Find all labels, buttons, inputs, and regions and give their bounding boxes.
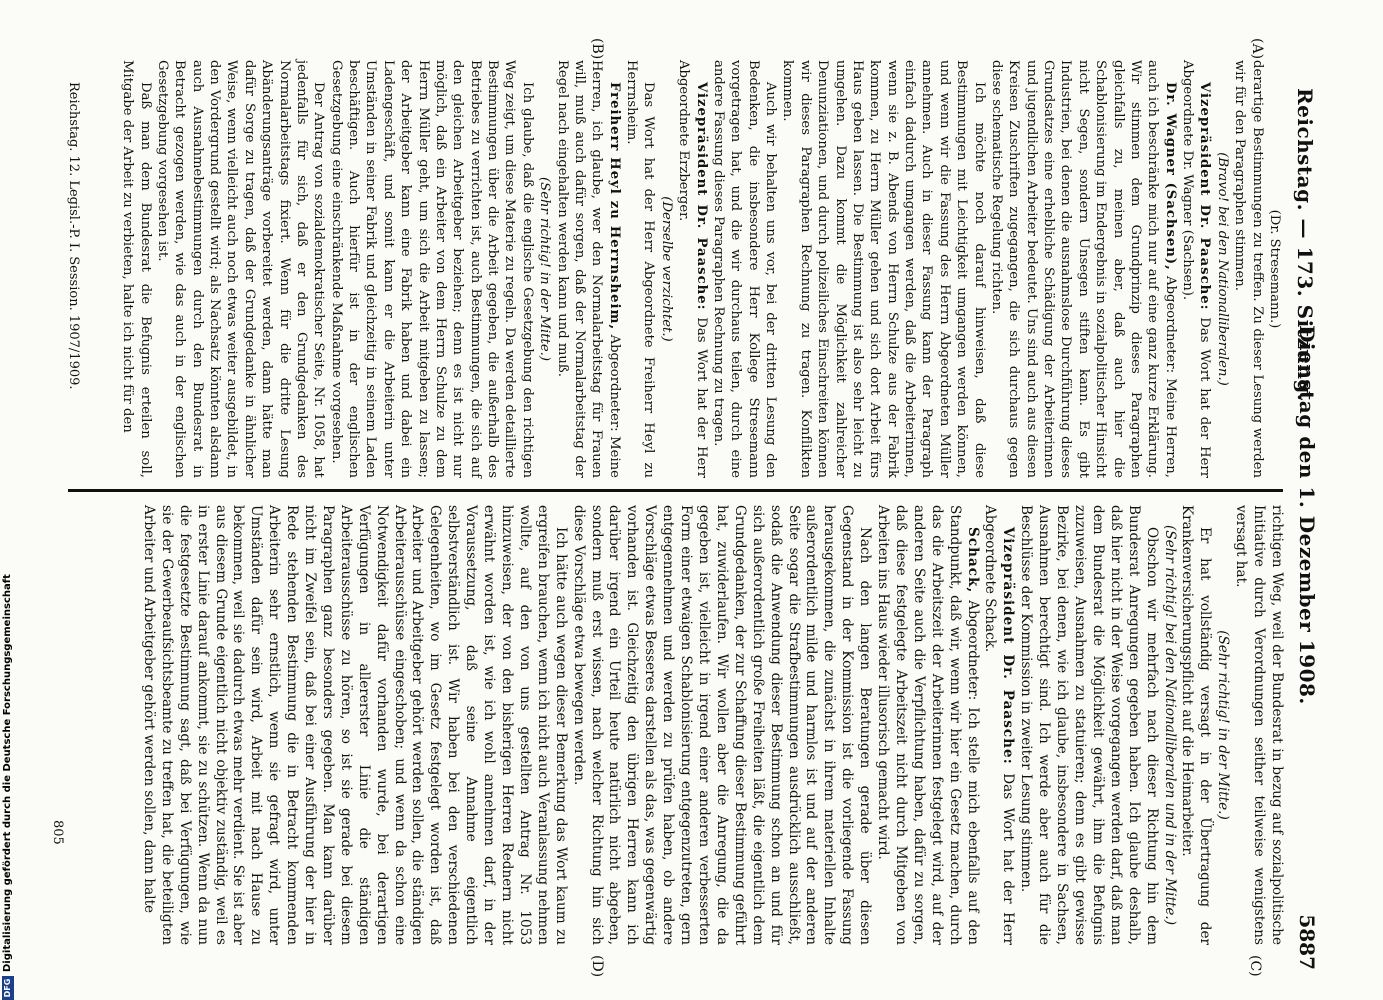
speaker-name: Freiherr Heyl zu Herrnsheim,	[606, 82, 622, 331]
speaker-name: Schack,	[964, 527, 981, 594]
paragraph: Obschon wir mehrfach nach dieser Richtung hin dem Bundesrat Anregungen gegeben haben. Ich glaube deshalb, daß hier nicht in der Weise vorgegangen werden darf, daß man dem Bundesrat die Möglichkeit gewährt, ihm die Befugnis zuzuweisen, Ausnahmen zu statuieren; denn es gibt gewisse Bezirke, bei denen, wie ich glaube, insbesondere in Sachsen, Ausnahmen berechtigt sind. Ich werde aber auch für die Beschlüsse der Kommission in zweiter Lesung stimmen.	[1018, 505, 1160, 945]
margin-marker-a: (A)	[1249, 38, 1265, 60]
paragraph: richtigen Weg, weil der Bundesrat in bezug auf sozialpolitische Initiative durch Verordnungen seither teilweise wenigstens versagt hat.	[1233, 505, 1285, 945]
paragraph: Der Antrag von sozialdemokratischer Seite, Nr. 1058, hat jedenfalls für sich, daß er den Grundgedanken des Normalarbeitstags fixiert. Wenn für die dritte Lesung Abänderungsanträge vorbereitet werden, dann hätte man dafür Sorge zu tragen, daß der Grundgedanke in ähnlicher Weise, wenn vielleicht auch noch etwas weiter ausgebildet, in den Vordergrund gestellt wird; als Nachsatz könnten alsdann auch Ausnahmebestimmungen durch den Bundesrat in Betracht gezogen werden, wie das auch in der englischen Gesetzgebung vorgesehen ist.	[155, 60, 327, 478]
speaker-paragraph	[553, 60, 623, 478]
paragraph: Daß man dem Bundesrat die Befugnis erteilen soll, Mitgabe der Arbeit zu verbieten, halte ich nicht für den	[120, 60, 153, 478]
paragraph: Ich möchte noch darauf hinweisen, daß diese Bestimmungen mit Leichtigkeit umgangen werden können, und wenn wir die Fassung des Herrn Abgeordneten Müller annehmen. Auch in dieser Fassung kann der Paragraph einfach dadurch umgangen werden, daß die Arbeiterinnen, wenn sie z. B. Abends von Herrn Schulze aus der Fabrik kommen, zu Herrn Müller gehen und sich dort Arbeit fürs Haus geben lassen. Die Bestimmung ist also sehr leicht zu umgehen. Dazu kommt die Möglichkeit zahlreicher Denunziationen, und durch polizeiliches Einschreiten können wir dieses Paragraphen Rechnung zu tragen. Konflikten kommen.	[780, 60, 987, 478]
page-header	[1289, 60, 1321, 970]
page-number: 5887	[1295, 914, 1319, 970]
speaker-name: Dr. Wagner (Sachsen),	[1162, 82, 1178, 271]
running-speaker-note: (Dr. Stresemann.)	[1267, 209, 1282, 329]
speaker-text: Abgeordneter: Meine Herren, ich glaube, wer den Normalarbeitstag für Frauen will, muß auch dafür sorgen, daß der Normalarbeitstag der Regel nach eingehalten werden kann und muß.	[554, 60, 622, 478]
dfg-logo: DFG	[2, 976, 14, 1000]
interjection: (Bravo! bei den Nationalliberalen.)	[1214, 152, 1230, 386]
interjection: (Sehr richtig! bei den Nationalliberalen und in der Mitte.)	[1161, 524, 1178, 926]
speaker-text: Abgeordneter: Ich stelle mich ebenfalls auf den Standpunkt, daß wir, wenn wir hier ein Gesetz machen, durch das die Arbeitszeit der Arbeiterinnen festgelegt wird, auf der anderen Seite auch die Verpflichtung haben, dafür zu sorgen, daß diese festgelegte Arbeitszeit nicht durch Mitgeben von Arbeiten ins Haus wieder illusorisch gemacht wird.	[875, 505, 981, 945]
speaker-paragraph	[1179, 60, 1214, 478]
paragraph: Ich glaube, daß die englische Gesetzgebung den richtigen Weg zeigt, um diese Materie zu regeln. Da werden detaillierte Bestimmungen über die Arbeit gegeben, die außerhalb des Betriebes zu verrichten ist, auch Bestimmungen, die sich auf den gleichen Arbeitgeber beziehen; denn es ist nicht nur möglich, daß ein Arbeiter von dem Herrn Schulze zu dem Herrn Müller geht, um sich die Arbeit mitgeben zu lassen; der Arbeitgeber kann eine Fabrik haben und dabei ein Ladengeschäft, und somit kann er die Arbeiterin unter Umständen in seiner Fabrik und gleichzeitig in seinem Laden beschäftigen. Auch hierfür ist in der englischen Gesetzgebung eine einschränkende Maßnahme vorgesehen.	[328, 60, 535, 478]
digitization-credit: Digitalisierung gefördert durch die Deutsche Forschungsgemeinschaft	[2, 574, 13, 972]
speaker-name: Vizepräsident Dr. Paasche:	[693, 82, 709, 311]
speaker-text: Das Wort hat der Herr Abgeordnete Dr. Wagner (Sachsen).	[1180, 60, 1213, 478]
right-column	[139, 505, 1285, 945]
interjection: (Sehr richtig! in der Mitte.)	[1215, 630, 1232, 820]
footer-citation: Reichstag. 12. Legisl.-P. I. Session. 1907/1909.	[66, 82, 81, 390]
margin-marker-d: (D)	[589, 955, 605, 978]
footer-folio: 805	[50, 820, 65, 845]
paragraph: Nach den langen Beratungen gerade über diesen Gegenstand in der Kommission ist die vorliegende Fassung herausgekommen, die zunächst in ihrem materiellen Inhalte außerordentlich milde und harmlos ist und auf der anderen Seite sogar die Strafbestimmungen ausdrücklich ausschließt, sodaß die Anwendung dieser Bestimmung schon an und für sich außerordentlich große Freiheiten läßt, die eigentlich dem Grundgedanken, der zur Schaffung dieser Bestimmung geführt hat, zuwiderlaufen. Wir wollen aber die Anregung, die da gegeben ist, vielleicht in irgend einer anderen verbesserten Form einer etwaigen Schablonisierung entgegenzutreten, gern entgegennehmen und werden zu prüfen haben, ob andere Vorschläge etwas Besseres darstellen als das, was gegenwärtig vorhanden ist. Gleichzeitig den übrigen Herren kann ich darüber irgend ein Urteil heute natürlich nicht abgeben, sondern muß erst wissen, nach welcher Richtung hin sich diese Vorschläge etwa bewegen werden.	[570, 505, 874, 945]
speaker-name: Vizepräsident Dr. Paasche:	[1000, 527, 1017, 765]
interjection: (Sehr richtig! in der Mitte.)	[537, 177, 553, 361]
speaker-paragraph	[873, 505, 980, 945]
speaker-paragraph	[981, 505, 1017, 945]
header-date: Dienstag den 1. Dezember 1908.	[1295, 325, 1319, 705]
speaker-text: Das Wort hat der Herr Abgeordnete Erzberger.	[676, 60, 709, 478]
interjection: (Derselbe verzichtet.)	[658, 196, 674, 342]
speaker-text: Abgeordneter: Meine Herren, auch ich beschränke mich nur auf eine ganz kurze Erklärung. Wir stimmen dem Grundprinzip dieses Paragraphen gleichfalls zu, meinen aber, daß auch hier die Schablonisierung im Endergebnis in sozialpolitischer Hinsicht nicht Segen, sondern Unsegen stiften kann. Es gibt Industrien, bei denen die ausnahmslose Durchführung dieses Grundsatzes eine erhebliche Schädigung der Arbeiterinnen und jugendlichen Arbeiter bedeutet. Uns sind auch aus diesen Kreisen Zuschriften zugegangen, die sich durchaus gegen diese schematische Regelung richten.	[989, 60, 1178, 478]
paragraph: Das Wort hat der Herr Abgeordnete Freiherr Heyl zu Herrnsheim.	[624, 60, 657, 478]
speaker-name: Vizepräsident Dr. Paasche:	[1197, 82, 1213, 311]
speaker-paragraph	[988, 60, 1179, 478]
paragraph: Er hat vollständig versagt in der Übertragung der Krankenversicherungspflicht auf die Heimarbeiter.	[1179, 505, 1214, 945]
paragraph: Auch wir behalten uns vor, bei der dritten Lesung den Bedenken, die insbesondere Herr Kollege Stresemann vorgetragen hat, und die wir durchaus teilen, durch eine andere Fassung dieses Paragraphen Rechnung zu tragen.	[711, 60, 779, 478]
header-session: Reichstag. — 173. Sitzung.	[1293, 88, 1317, 402]
left-column	[119, 60, 1283, 478]
side-credit	[2, 0, 16, 1000]
margin-marker-c: (C)	[1247, 955, 1263, 977]
speaker-paragraph	[675, 60, 710, 478]
speaker-text: Das Wort hat der Herr Abgeordnete Schack.	[982, 505, 1017, 945]
column-divider	[68, 489, 1283, 492]
paragraph: derartige Bestimmungen zu treffen. Zu dieser Lesung werden wir für den Paragraphen stimmen.	[1232, 60, 1265, 478]
paragraph: Ich hätte auch wegen dieser Bemerkung das Wort kaum zu ergreifen brauchen, wenn ich nicht auch Veranlassung nehmen wollte, auf den von uns gestellten Antrag Nr. 1053 hinzuweisen, der von den bisherigen Herren Rednern nicht erwähnt worden ist, wie ich wohl annehmen darf, in der Voraussetzung, daß seine Annahme eigentlich selbstverständlich ist. Wir haben bei den verschiedenen Gelegenheiten, wo im Gesetz festgelegt worden ist, daß Arbeiter und Arbeitgeber gehört werden sollen, die ständigen Arbeiterausschüsse eingeschoben; und wenn da schon eine Notwendigkeit dafür vorhanden wurde, bei derartigen Verfügungen in allererster Linie die ständigen Arbeiterausschüsse zu hören, so ist sie gerade bei diesem Paragraphen ganz besonders gegeben. Man kann darüber nicht im Zweifel sein, daß bei einer Ausführung der hier in Rede stehenden Bestimmung die in Betracht kommenden Arbeiterin sehr ernstlich, wenn sie gefragt wird, unter Umständen dafür sein wird, Arbeit mit nach Hause zu bekommen, weil sie dadurch etwas mehr verdient. Sie ist aber aus diesem Grunde eigentlich nicht objektiv zuständig, weil es in erster Linie darauf ankommt, sie zu schützen. Wenn da nun die festgesetzte Bestimmung sagt, daß bei Verfügungen, wie sie der Gewerbeaufsichtsbeamte zu treffen hat, die beteiligten Arbeiter und Arbeitgeber gehört werden sollen, dann halte	[140, 505, 569, 945]
margin-marker-b: (B)	[589, 38, 605, 60]
